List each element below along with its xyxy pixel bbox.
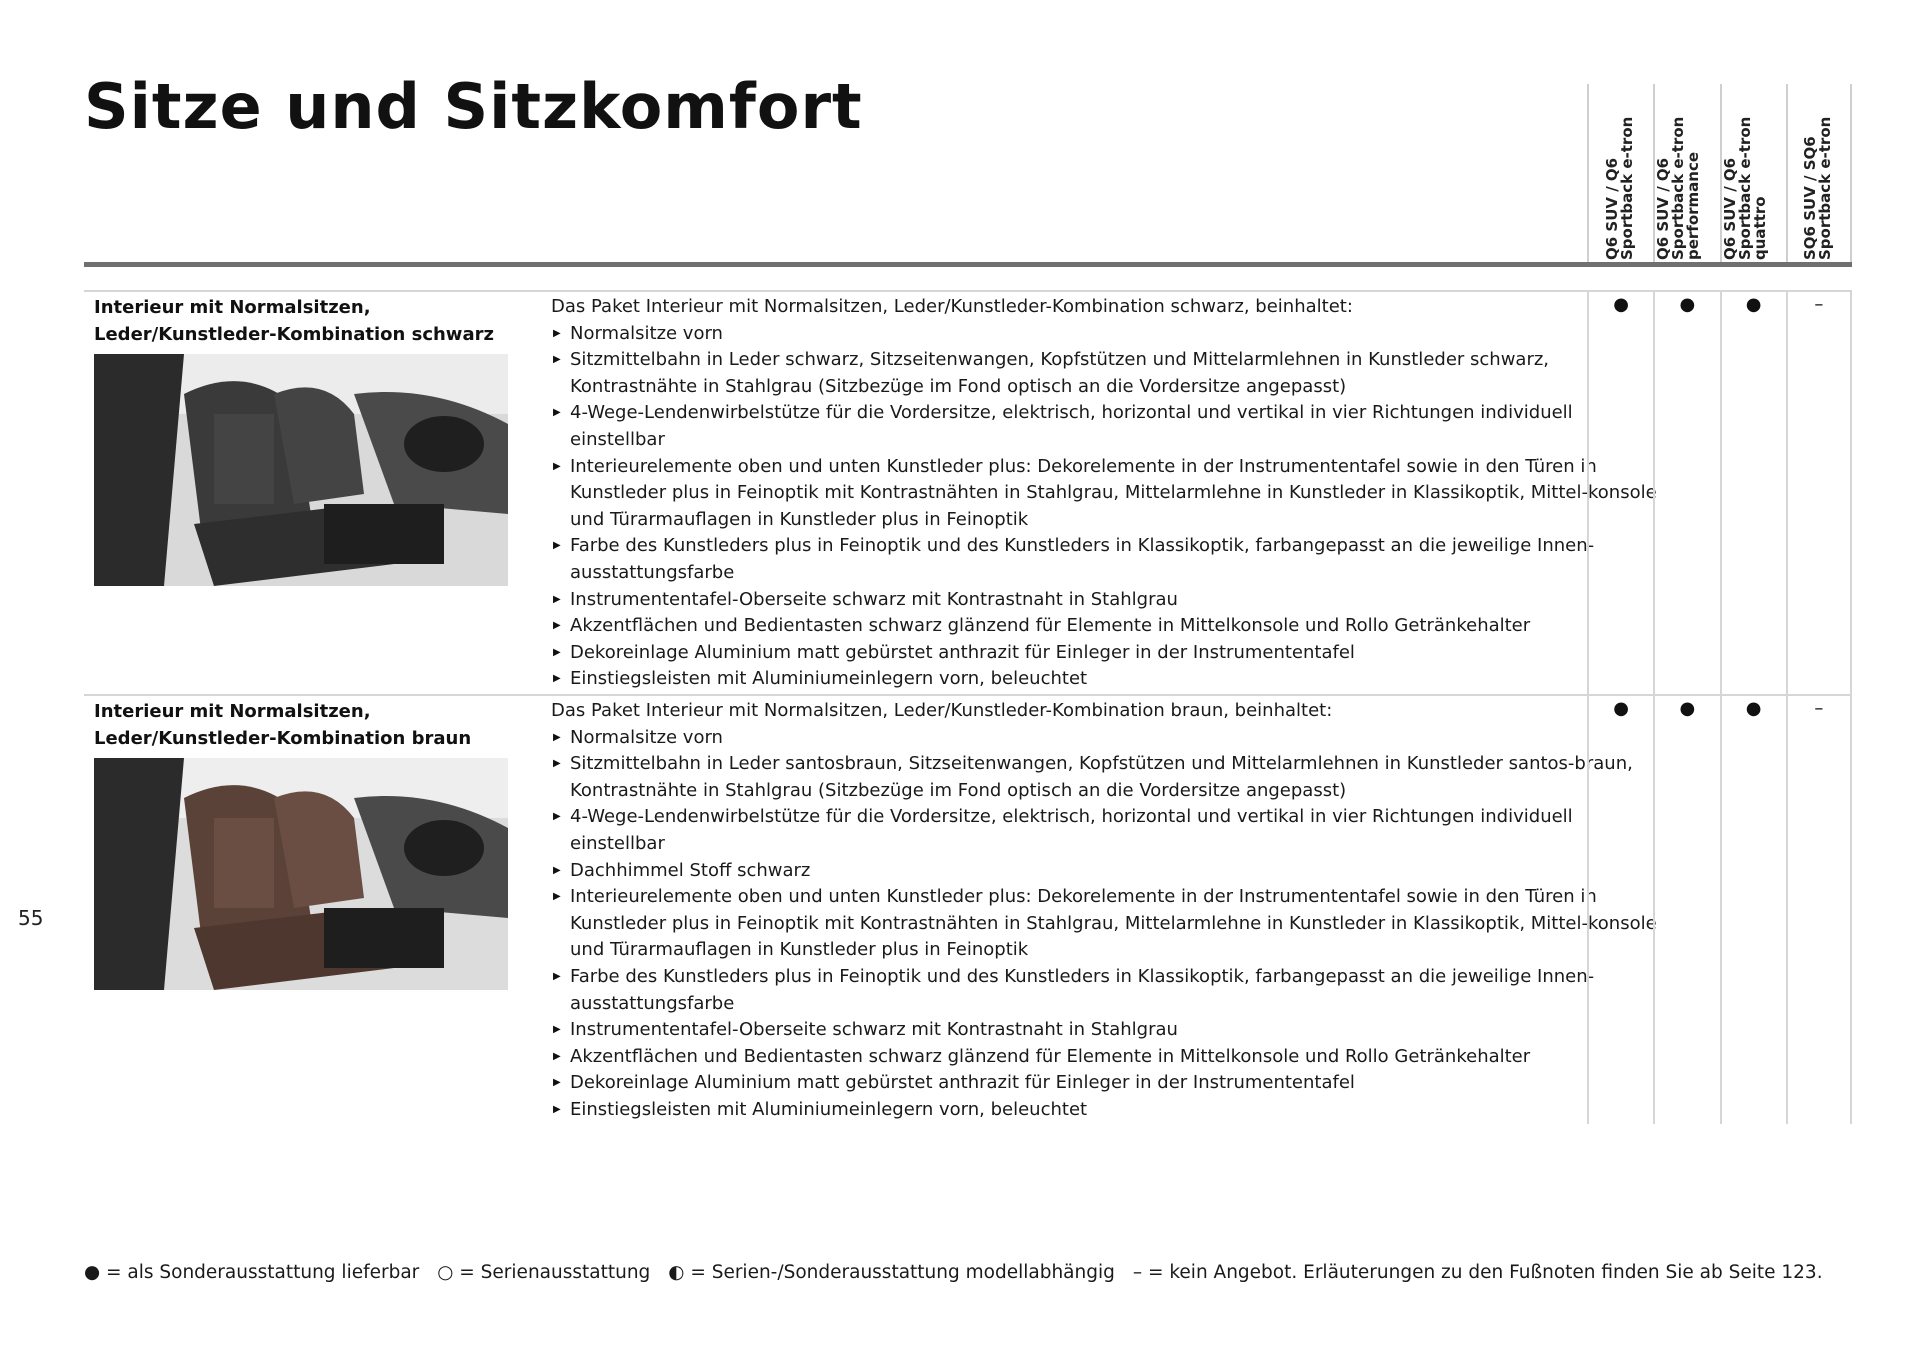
list-item: ▶ Instrumententafel-Oberseite schwarz mit Kontrastnaht in Stahlgrau (551, 1017, 1671, 1044)
list-item: ▶ Sitzmittelbahn in Leder schwarz, Sitzseitenwangen, Kopfstützen und Mittelarmlehnen in Kunstleder schwarz, Kontrastnähte in Stahlgrau (Sitzbezüge im Fond optisch an die Vordersitze angepasst) (551, 347, 1671, 400)
list-item: ▶ 4-Wege-Lendenwirbelstütze für die Vordersitze, elektrisch, horizontal und vertikal in vier Richtungen individuell einstellbar (551, 804, 1671, 857)
list-item: ▶ Sitzmittelbahn in Leder santosbraun, Sitzseitenwangen, Kopfstützen und Mittelarmlehnen in Kunstleder santos-braun, Kontrastnähte in Stahlgrau (Sitzbezüge im Fond optisch an die Vordersitze angepasst) (551, 751, 1671, 804)
list-item: ▶ Akzentflächen und Bedientasten schwarz glänzend für Elemente in Mittelkonsole und Rollo Getränkehalter (551, 613, 1671, 640)
column-header (1587, 84, 1653, 264)
column-header-label: Q6 SUV / Q6 Sportback e-tron (1603, 116, 1637, 260)
availability-marks (1587, 290, 1852, 694)
feature-list (551, 725, 1671, 1124)
list-item: ▶ Interieurelemente oben und unten Kunstleder plus: Dekorelemente in der Instrumententafel sowie in den Türen in Kunstleder plus in Feinoptik mit Kontrastnähten in Stahlgrau, Mittelarmlehne in Kunstleder in Klassikoptik, Mittel-konsole und Türarmauflagen in Kunstleder plus in Feinoptik (551, 454, 1671, 534)
list-item: ▶ Dachhimmel Stoff schwarz (551, 858, 1671, 885)
column-header-label: Q6 SUV / Q6 Sportback e-tron quattro (1720, 116, 1769, 260)
page-title: Sitze und Sitzkomfort (84, 70, 863, 143)
list-item: ▶ Normalsitze vorn (551, 725, 1671, 752)
interior-photo-black (94, 354, 508, 586)
page-number: 55 (18, 906, 44, 930)
availability-mark: ● (1720, 290, 1786, 694)
table-row (84, 694, 1852, 1124)
list-item: ▶ Interieurelemente oben und unten Kunstleder plus: Dekorelemente in der Instrumententafel sowie in den Türen in Kunstleder plus in Feinoptik mit Kontrastnähten in Stahlgrau, Mittelarmlehne in Kunstleder in Klassikoptik, Mittel-konsole und Türarmauflagen in Kunstleder plus in Feinoptik (551, 884, 1671, 964)
column-header-label: SQ6 SUV / SQ6 Sportback e-tron (1800, 116, 1834, 260)
column-header-label: Q6 SUV / Q6 Sportback e-tron performance (1654, 116, 1703, 260)
list-item: ▶ Dekoreinlage Aluminium matt gebürstet anthrazit für Einleger in der Instrumententafel (551, 640, 1671, 667)
header-divider (84, 262, 1852, 267)
column-header (1653, 84, 1719, 264)
availability-mark: ● (1587, 694, 1653, 1124)
list-item: ▶ Instrumententafel-Oberseite schwarz mit Kontrastnaht in Stahlgrau (551, 587, 1671, 614)
list-item: ▶ Akzentflächen und Bedientasten schwarz glänzend für Elemente in Mittelkonsole und Rollo Getränkehalter (551, 1044, 1671, 1071)
availability-mark: – (1786, 290, 1852, 694)
list-item: ▶ 4-Wege-Lendenwirbelstütze für die Vordersitze, elektrisch, horizontal und vertikal in vier Richtungen individuell einstellbar (551, 400, 1671, 453)
feature-list (551, 321, 1671, 693)
availability-marks (1587, 694, 1852, 1124)
column-header (1786, 84, 1852, 264)
column-headers (1587, 84, 1852, 264)
seat-illustration (94, 354, 508, 586)
table-row (84, 290, 1852, 694)
availability-mark: ● (1587, 290, 1653, 694)
list-item: ▶ Normalsitze vorn (551, 321, 1671, 348)
row-label: Interieur mit Normalsitzen, Leder/Kunstleder-Kombination braun (94, 701, 472, 749)
list-item: ▶ Farbe des Kunstleders plus in Feinoptik und des Kunstleders in Klassikoptik, farbangepasst an die jeweilige Innen-ausstattungsfarbe (551, 533, 1671, 586)
list-item: ▶ Farbe des Kunstleders plus in Feinoptik und des Kunstleders in Klassikoptik, farbangepasst an die jeweilige Innen-ausstattungsfarbe (551, 964, 1671, 1017)
legend (84, 1262, 1823, 1283)
legend-item: ● = als Sonderausstattung lieferbar (84, 1262, 420, 1283)
seat-illustration (94, 758, 508, 990)
availability-mark: ● (1653, 290, 1719, 694)
availability-mark: – (1786, 694, 1852, 1124)
row-description (551, 294, 1671, 693)
list-item: ▶ Einstiegsleisten mit Aluminiumeinlegern vorn, beleuchtet (551, 1097, 1671, 1124)
description-intro: Das Paket Interieur mit Normalsitzen, Leder/Kunstleder-Kombination schwarz, beinhaltet: (551, 296, 1353, 317)
availability-mark: ● (1720, 694, 1786, 1124)
legend-item: ◐ = Serien-/Sonderausstattung modellabhängig (668, 1262, 1115, 1283)
row-description (551, 698, 1671, 1124)
interior-photo-brown (94, 758, 508, 990)
row-label: Interieur mit Normalsitzen, Leder/Kunstleder-Kombination schwarz (94, 297, 494, 345)
legend-item: ○ = Serienausstattung (437, 1262, 651, 1283)
availability-mark: ● (1653, 694, 1719, 1124)
legend-item: – = kein Angebot. Erläuterungen zu den Fußnoten finden Sie ab Seite 123. (1132, 1262, 1823, 1283)
list-item: ▶ Dekoreinlage Aluminium matt gebürstet anthrazit für Einleger in der Instrumententafel (551, 1070, 1671, 1097)
description-intro: Das Paket Interieur mit Normalsitzen, Leder/Kunstleder-Kombination braun, beinhaltet: (551, 700, 1333, 721)
list-item: ▶ Einstiegsleisten mit Aluminiumeinlegern vorn, beleuchtet (551, 666, 1671, 693)
column-header (1720, 84, 1786, 264)
